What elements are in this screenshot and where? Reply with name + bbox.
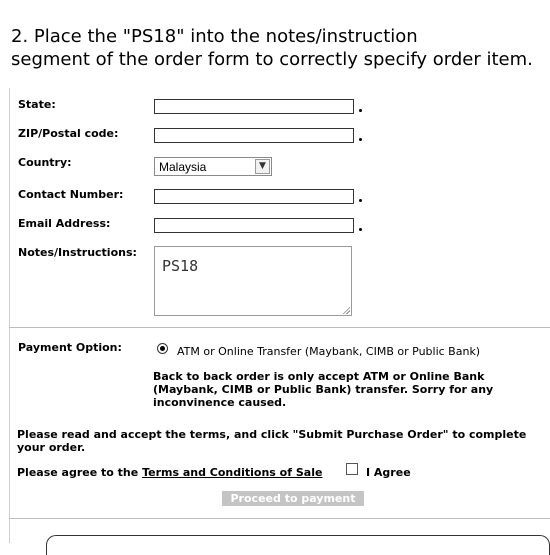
required-dot-icon xyxy=(359,109,362,112)
country-select[interactable] xyxy=(154,157,272,176)
agree-prefix: Please agree to the xyxy=(17,466,143,479)
bottom-panel xyxy=(46,535,550,555)
proceed-to-payment-button[interactable]: Proceed to payment xyxy=(222,491,364,506)
contact-number-input[interactable] xyxy=(154,189,354,204)
notes-value: PS18 xyxy=(162,257,199,275)
state-input[interactable] xyxy=(154,99,354,114)
payment-option-label: Payment Option: xyxy=(18,341,122,354)
notes-textarea[interactable] xyxy=(154,246,352,316)
agree-checkbox[interactable] xyxy=(346,463,358,475)
country-select-value: Malaysia xyxy=(159,160,207,174)
required-dot-icon xyxy=(359,228,362,231)
payment-note: Back to back order is only accept ATM or Online Bank (Maybank, CIMB or Public Bank) transfer. Sorry for any inconvinence caused. xyxy=(153,370,494,409)
required-dot-icon xyxy=(359,138,362,141)
contact-label: Contact Number: xyxy=(18,188,124,201)
instruction-line-1: 2. Place the "PS18" into the notes/instruction xyxy=(11,26,418,47)
divider xyxy=(9,518,550,519)
state-label: State: xyxy=(18,98,56,111)
country-label: Country: xyxy=(18,156,72,169)
email-label: Email Address: xyxy=(18,217,111,230)
payment-option-atm-label[interactable]: ATM or Online Transfer (Maybank, CIMB or Public Bank) xyxy=(177,345,481,358)
divider xyxy=(9,327,550,328)
required-dot-icon xyxy=(359,199,362,202)
email-input[interactable] xyxy=(154,218,354,233)
agree-row xyxy=(17,466,322,479)
radio-selected-icon[interactable] xyxy=(157,343,168,354)
chevron-down-icon[interactable]: ▼ xyxy=(255,159,270,174)
form-left-border xyxy=(9,88,10,543)
terms-note: Please read and accept the terms, and click "Submit Purchase Order" to complete your order. xyxy=(17,428,527,454)
terms-link[interactable]: Terms and Conditions of Sale xyxy=(142,466,323,479)
notes-label: Notes/Instructions: xyxy=(18,246,137,259)
zip-input[interactable] xyxy=(154,128,354,143)
resize-grip-icon[interactable] xyxy=(342,306,350,314)
agree-label[interactable]: I Agree xyxy=(366,466,411,479)
instruction-line-2: segment of the order form to correctly specify order item. xyxy=(11,49,533,70)
zip-label: ZIP/Postal code: xyxy=(18,127,119,140)
